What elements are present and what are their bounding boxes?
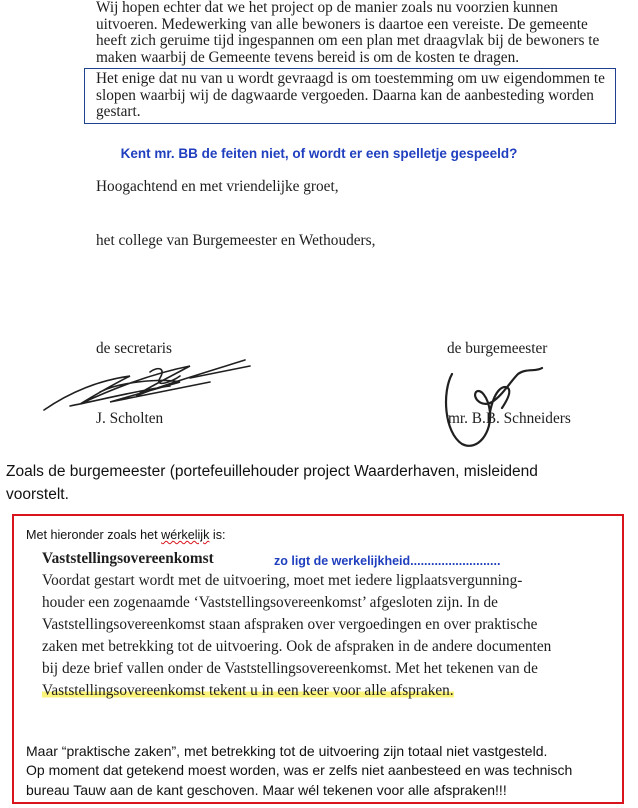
quote-line: Het enige dat nu van u wordt gevraagd is om toestemming om uw eigendommen te: [96, 70, 605, 87]
letter-line: maken waarbij de Gemeente tevens bereid is om de kosten te dragen.: [96, 48, 520, 66]
clip-line: Vaststellingsovereenkomst staan afspraken over vergoedingen en over praktische: [42, 616, 538, 633]
letter-paragraph: [96, 0, 626, 66]
letter-line: uitvoeren. Medewerking van alle bewoners is daartoe een vereiste. De gemeente: [96, 15, 588, 33]
footer-line: bureau Tauw aan de kant geschoven. Maar wél tekenen voor alle afspraken!!!: [26, 781, 507, 798]
quote-line: slopen waarbij wij de dagwaarde vergoeden. Daarna kan de aanbesteding worden: [96, 86, 594, 104]
caption-line: voorstelt.: [6, 486, 69, 503]
clip-line: zaken met betrekking tot de uitvoering. Ook de afspraken in de andere documenten: [42, 638, 552, 655]
clip-annotation: zo ligt de werkelijkheid..........................: [274, 554, 501, 568]
highlight-marker: Vaststellingsovereenkomst tekent u in een keer voor alle afspraken.: [42, 682, 454, 699]
signatory-name-mayor: mr. B.B. Schneiders: [448, 410, 571, 427]
clip-highlighted-line: [42, 680, 602, 702]
clip-heading: Vaststellingsovereenkomst: [42, 550, 214, 567]
clip-line: Voordat gestart wordt met de uitvoering, moet met iedere ligplaatsvergunning-: [42, 572, 523, 589]
intro-text-end: is:: [209, 528, 226, 542]
letter-line: Wij hopen echter dat we het project op de manier zoals nu voorzien kunnen: [96, 0, 558, 16]
clip-line: bij deze brief vallen onder de Vaststellingsovereenkomst. Met het tekenen van de: [42, 660, 538, 677]
footer-commentary: [26, 742, 616, 800]
footer-line: Maar “praktische zaken”, met betrekking tot de uitvoering zijn totaal niet vastgesteld.: [26, 743, 548, 759]
caption: [6, 460, 634, 506]
intro-emphasis: wérkelijk: [161, 528, 210, 542]
clip-body: [42, 570, 602, 702]
clip-line: houder een zogenaamde ‘Vaststellingsovereenkomst’ afgesloten zijn. In de: [42, 594, 498, 611]
reality-intro: [26, 528, 226, 542]
letter-college: het college van Burgemeester en Wethouders,: [96, 232, 376, 249]
footer-line: Op moment dat getekend moest worden, was er zelfs niet aanbesteed en was technisch: [26, 762, 573, 779]
rhetorical-question: Kent mr. BB de feiten niet, of wordt er een spelletje gespeeld?: [120, 146, 518, 161]
caption-line: Zoals de burgemeester (portefeuillehouder project Waarderhaven, misleidend: [6, 463, 538, 480]
signature-mayor-icon: [432, 362, 562, 452]
intro-text: Met hieronder zoals het: [26, 528, 162, 542]
quote-line: gestart.: [96, 103, 141, 121]
letter-greeting: Hoogachtend en met vriendelijke groet,: [96, 178, 339, 195]
highlighted-quote-box: [84, 68, 616, 124]
signatory-role-mayor: de burgemeester: [447, 340, 548, 357]
letter-line: heeft zich geruime tijd ingespannen om een plan met draagvlak bij de bewoners te: [96, 32, 600, 50]
signatory-name-secretary: J. Scholten: [96, 410, 164, 427]
signatory-role-secretary: de secretaris: [96, 340, 173, 357]
